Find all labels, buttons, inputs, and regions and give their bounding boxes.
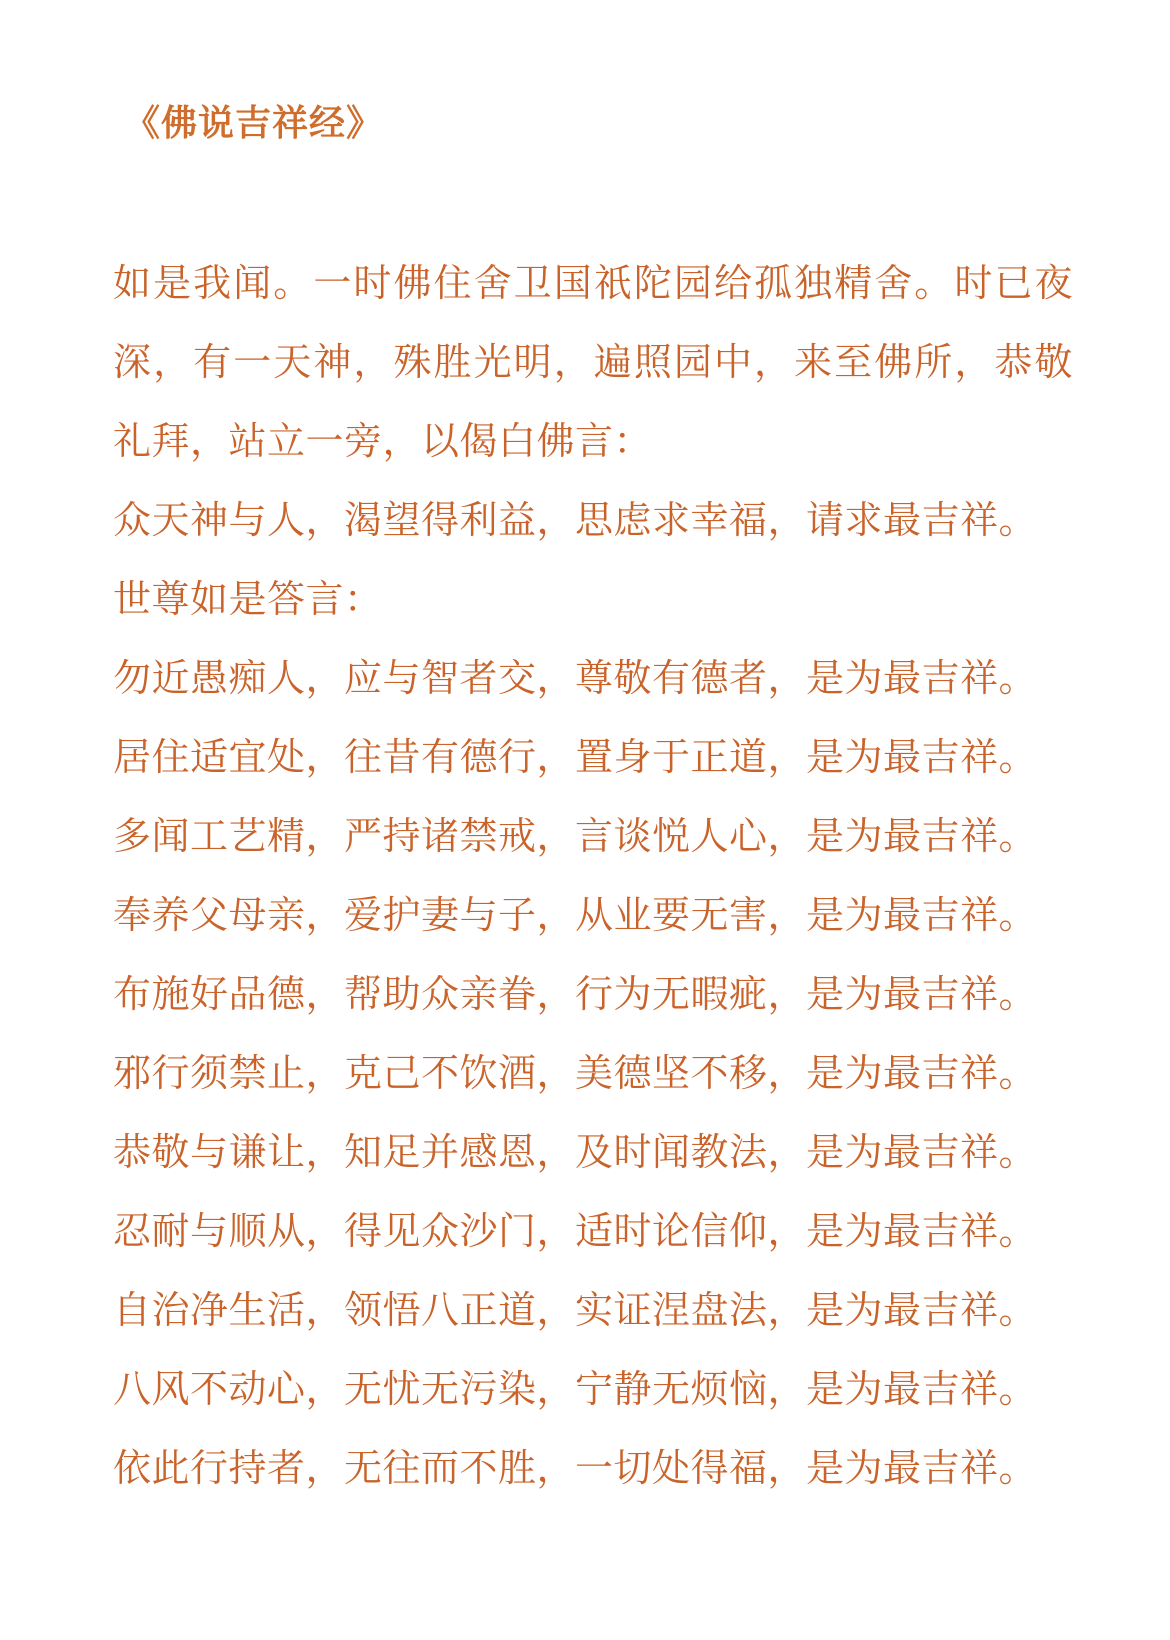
verse-line: 布施好品德，帮助众亲眷，行为无暇疵，是为最吉祥。 bbox=[113, 972, 1038, 1016]
intro-line: 如是我闻。一时佛住舍卫国祇陀园给孤独精舍。时已夜 bbox=[113, 261, 1073, 305]
verse-line: 忍耐与顺从，得见众沙门，适时论信仰，是为最吉祥。 bbox=[113, 1209, 1038, 1253]
verse-list bbox=[113, 481, 1073, 1508]
verse-line: 自治净生活，领悟八正道，实证涅盘法，是为最吉祥。 bbox=[113, 1288, 1038, 1332]
verse-line: 恭敬与谦让，知足并感恩，及时闻教法，是为最吉祥。 bbox=[113, 1130, 1038, 1174]
verse-line: 奉养父母亲，爱护妻与子，从业要无害，是为最吉祥。 bbox=[113, 893, 1038, 937]
document-title: 《佛说吉祥经》 bbox=[124, 103, 384, 144]
verse-line: 居住适宜处，往昔有德行，置身于正道，是为最吉祥。 bbox=[113, 735, 1038, 779]
verse-line: 八风不动心，无忧无污染，宁静无烦恼，是为最吉祥。 bbox=[113, 1367, 1038, 1411]
intro-line: 礼拜，站立一旁，以偈白佛言： bbox=[113, 419, 653, 463]
verse-line: 依此行持者，无往而不胜，一切处得福，是为最吉祥。 bbox=[113, 1446, 1038, 1490]
intro-paragraph bbox=[113, 244, 1073, 481]
verse-line: 邪行须禁止，克己不饮酒，美德坚不移，是为最吉祥。 bbox=[113, 1051, 1038, 1095]
intro-line: 深，有一天神，殊胜光明，遍照园中，来至佛所，恭敬 bbox=[113, 340, 1073, 384]
verse-line: 勿近愚痴人，应与智者交，尊敬有德者，是为最吉祥。 bbox=[113, 656, 1038, 700]
verse-line: 多闻工艺精，严持诸禁戒，言谈悦人心，是为最吉祥。 bbox=[113, 814, 1038, 858]
verse-line: 众天神与人，渴望得利益，思虑求幸福，请求最吉祥。 bbox=[113, 498, 1038, 542]
verse-line: 世尊如是答言： bbox=[113, 577, 383, 621]
